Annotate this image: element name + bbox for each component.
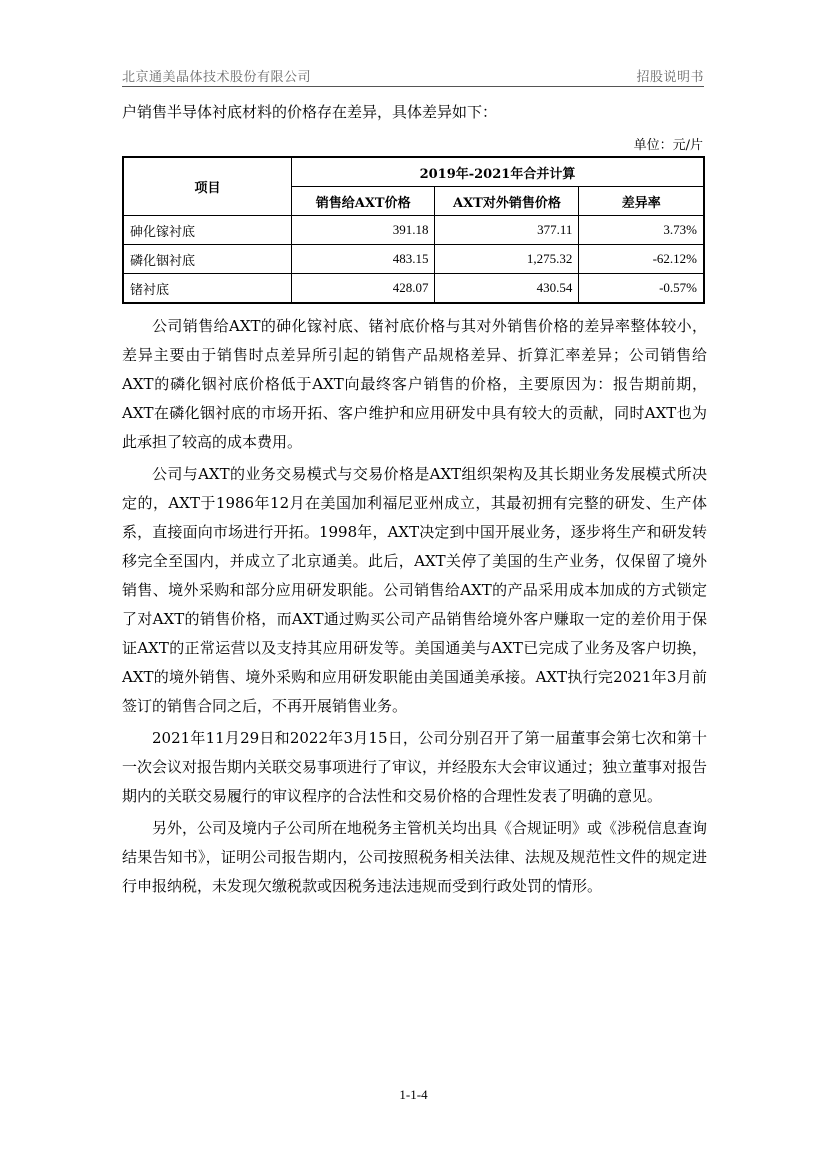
- table-row: [123, 216, 704, 245]
- paragraph: 公司与AXT的业务交易模式与交易价格是AXT组织架构及其长期业务发展模式所决定的，AXT于1986年12月在美国加利福尼亚州成立，其最初拥有完整的研发、生产体系，直接面向市场进行开拓。1998年，AXT决定到中国开展业务，逐步将生产和研发转移完全至国内，并成立了北京通美。此后，AXT关停了美国的生产业务，仅保留了境外销售、境外采购和部分应用研发职能。公司销售给AXT的产品采用成本加成的方式锁定了对AXT的销售价格，而AXT通过购买公司产品销售给境外客户赚取一定的差价用于保证AXT的正常运营以及支持其应用研发等。美国通美与AXT已完成了业务及客户切换，AXT的境外销售、境外采购和应用研发职能由美国通美承接。AXT执行完2021年3月前签订的销售合同之后，不再开展销售业务。: [122, 465, 707, 715]
- row-name: 砷化镓衬底: [123, 216, 291, 245]
- col-price-to-axt: 销售给AXT价格: [291, 187, 435, 216]
- row-name: 磷化铟衬底: [123, 245, 291, 274]
- company-name: 北京通美晶体技术股份有限公司: [122, 70, 312, 85]
- page-header: [122, 62, 704, 87]
- period-header: 2019年-2021年合并计算: [291, 157, 704, 187]
- table-row: [123, 245, 704, 274]
- col-difference-rate: 差异率: [579, 187, 704, 216]
- paragraph: 公司销售给AXT的砷化镓衬底、锗衬底价格与其对外销售价格的差异率整体较小，差异主要由于销售时点差异所引起的销售产品规格差异、折算汇率差异；公司销售给AXT的磷化铟衬底价格低于AXT向最终客户销售的价格，主要原因为：报告期前期，AXT在磷化铟衬底的市场开拓、客户维护和应用研发中具有较大的贡献，同时AXT也为此承担了较高的成本费用。: [122, 317, 707, 451]
- price-difference-table: [122, 156, 705, 304]
- axt-external-price: 1,275.32: [435, 245, 579, 274]
- paragraph: 另外，公司及境内子公司所在地税务主管机关均出具《合规证明》或《涉税信息查询结果告知书》，证明公司报告期内，公司按照税务相关法律、法规及规范性文件的规定进行申报纳税，未发现欠缴税款或因税务违法违规而受到行政处罚的情形。: [122, 819, 708, 895]
- body-text: [122, 312, 707, 901]
- axt-external-price: 377.11: [435, 216, 579, 245]
- col-axt-external-price: AXT对外销售价格: [435, 187, 579, 216]
- price-to-axt: 391.18: [291, 216, 435, 245]
- paragraph: 2021年11月29日和2022年3月15日，公司分别召开了第一届董事会第七次和第十一次会议对报告期内关联交易事项进行了审议，并经股东大会审议通过；独立董事对报告期内的关联交易履行的审议程序的合法性和交易价格的合理性发表了明确的意见。: [122, 729, 708, 805]
- table-row: [123, 274, 704, 304]
- axt-external-price: 430.54: [435, 274, 579, 304]
- unit-label: 单位：元/片: [633, 138, 703, 153]
- price-to-axt: 428.07: [291, 274, 435, 304]
- page-number: 1-1-4: [399, 1087, 428, 1102]
- document-type: 招股说明书: [636, 70, 704, 85]
- difference-rate: -62.12%: [579, 245, 704, 274]
- price-to-axt: 483.15: [291, 245, 435, 274]
- difference-rate: 3.73%: [579, 216, 704, 245]
- row-name: 锗衬底: [123, 274, 291, 304]
- item-header: 项目: [123, 157, 291, 216]
- difference-rate: -0.57%: [579, 274, 704, 304]
- intro-line: 户销售半导体衬底材料的价格存在差异，具体差异如下：: [122, 103, 498, 121]
